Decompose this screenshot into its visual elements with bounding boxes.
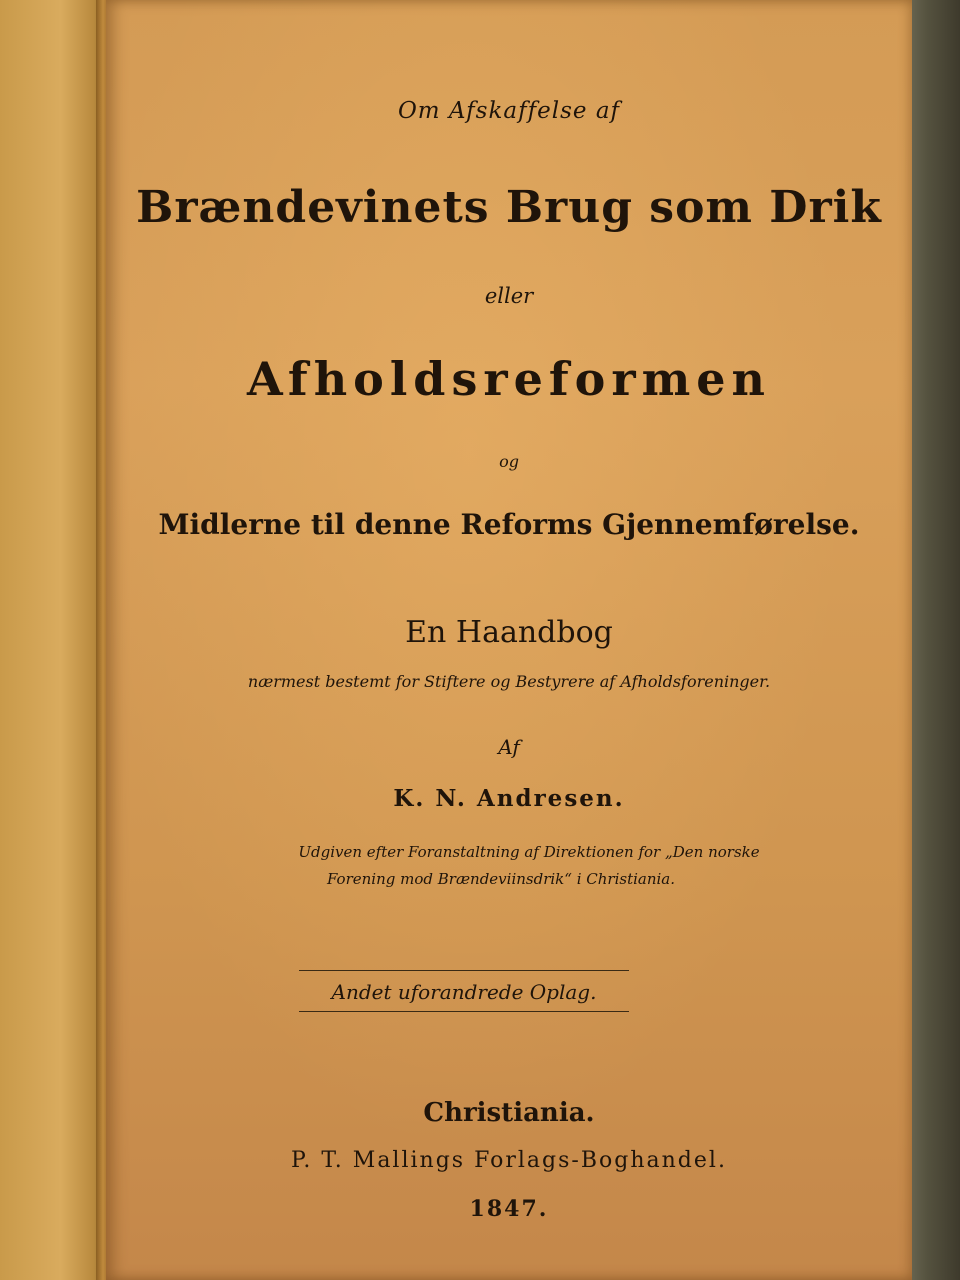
book-type: En Haandbog xyxy=(405,615,613,650)
edition-label: Andet uforandrede Oplag. xyxy=(331,980,597,1004)
intended-audience: nærmest bestemt for Stiftere og Bestyrere af Afholdsforeninger. xyxy=(247,672,771,691)
place-of-publication: Christiania. xyxy=(423,1098,595,1128)
alternative-title: Afholdsreformen xyxy=(247,352,771,406)
edition-box xyxy=(299,970,629,1012)
by-line: Af xyxy=(498,735,520,759)
publication-year: 1847. xyxy=(469,1196,549,1222)
main-title: Brændevinets Brug som Drik xyxy=(136,182,882,233)
title-conjunction-or: eller xyxy=(484,284,534,308)
publisher-note-line-2: Forening mod Brændeviinsdrik“ i Christiania. xyxy=(326,870,676,888)
publisher-note-line-1: Udgiven efter Foranstaltning af Direktionen for „Den norske xyxy=(298,843,760,861)
publisher-name: P. T. Mallings Forlags-Boghandel. xyxy=(291,1148,727,1173)
author-name: K. N. Andresen. xyxy=(393,785,625,812)
book-cover-edge xyxy=(905,0,960,1280)
subtitle: Midlerne til denne Reforms Gjennemførelse. xyxy=(158,508,860,541)
left-page-edge xyxy=(0,0,110,1280)
title-conjunction-and: og xyxy=(499,452,519,471)
title-prefix: Om Afskaffelse af xyxy=(397,98,621,124)
title-page xyxy=(106,0,912,1280)
